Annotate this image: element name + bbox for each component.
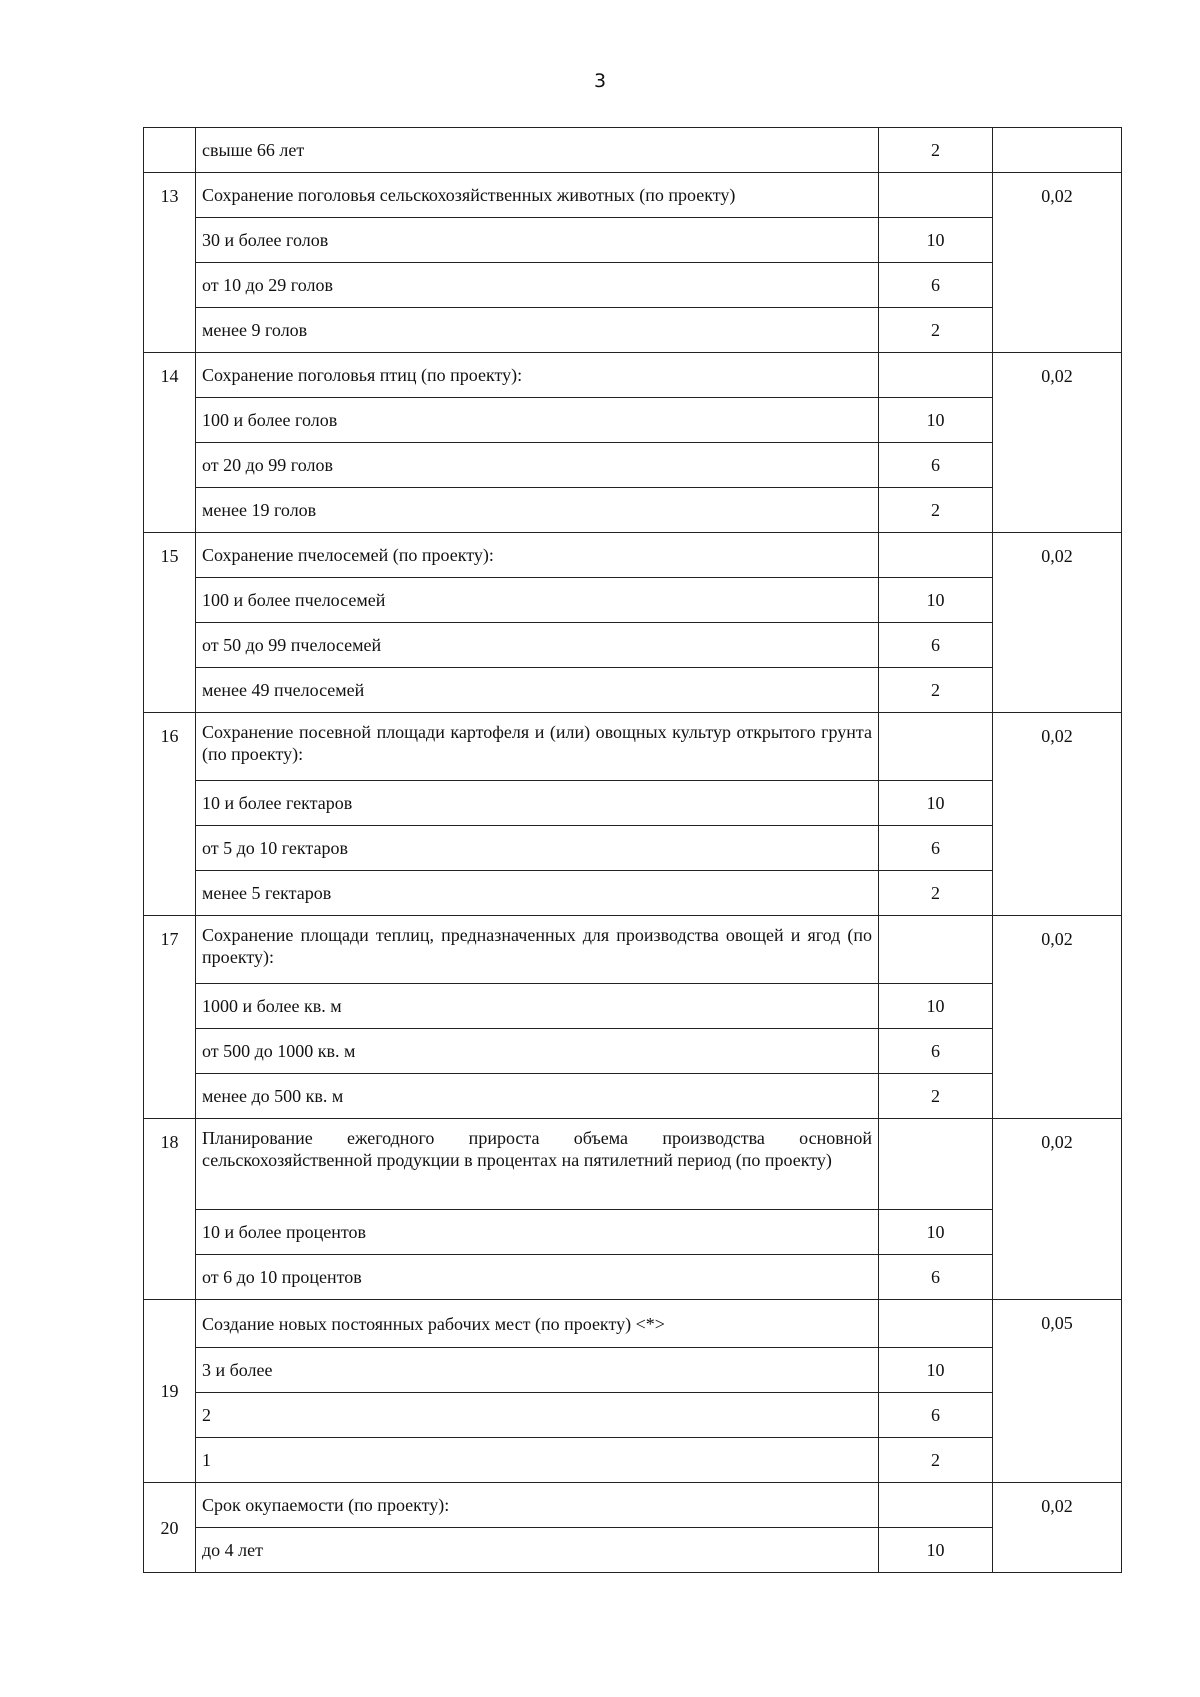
table-row: [144, 1300, 1122, 1348]
option-text: от 5 до 10 гектаров: [196, 826, 879, 871]
option-text: менее до 500 кв. м: [196, 1074, 879, 1119]
criterion-weight: 0,02: [993, 1119, 1122, 1300]
item-number: 16: [144, 713, 196, 916]
criterion-title: Планирование ежегодного прироста объема производства основной сельскохозяйственной продукции в процентах на пятилетний период (по проекту): [196, 1119, 879, 1210]
option-text: менее 19 голов: [196, 488, 879, 533]
table-row: [144, 1438, 1122, 1483]
table-row: [144, 1029, 1122, 1074]
option-text: 1: [196, 1438, 879, 1483]
option-score: 2: [879, 668, 993, 713]
option-score: 6: [879, 1393, 993, 1438]
table-row: [144, 488, 1122, 533]
option-score: 6: [879, 263, 993, 308]
option-score: 6: [879, 826, 993, 871]
table-row: [144, 713, 1122, 781]
table-row: [144, 984, 1122, 1029]
option-score: 6: [879, 1255, 993, 1300]
option-score: 10: [879, 1348, 993, 1393]
item-number: 20: [144, 1483, 196, 1573]
criterion-weight: 0,02: [993, 173, 1122, 353]
table-row: [144, 218, 1122, 263]
option-score: 2: [879, 488, 993, 533]
option-score: [879, 353, 993, 398]
option-text: 10 и более процентов: [196, 1210, 879, 1255]
criterion-weight: 0,02: [993, 1483, 1122, 1573]
table-row: [144, 1348, 1122, 1393]
page-number: 3: [593, 70, 607, 92]
table-row: [144, 871, 1122, 916]
item-number: 19: [144, 1300, 196, 1483]
option-score: 2: [879, 128, 993, 173]
table-row: [144, 398, 1122, 443]
criterion-title: Сохранение площади теплиц, предназначенных для производства овощей и ягод (по проекту):: [196, 916, 879, 984]
criteria-table: [143, 127, 1122, 1573]
criterion-title: Сохранение поголовья сельскохозяйственных животных (по проекту): [196, 173, 879, 218]
table-row: [144, 916, 1122, 984]
table-row: [144, 308, 1122, 353]
option-score: 6: [879, 623, 993, 668]
option-score: 10: [879, 218, 993, 263]
table-row: [144, 1483, 1122, 1528]
option-text: менее 49 пчелосемей: [196, 668, 879, 713]
option-score: 10: [879, 578, 993, 623]
option-score: 10: [879, 398, 993, 443]
criterion-title: Сохранение поголовья птиц (по проекту):: [196, 353, 879, 398]
option-text: менее 9 голов: [196, 308, 879, 353]
option-text: 100 и более пчелосемей: [196, 578, 879, 623]
table-row: [144, 173, 1122, 218]
option-score: 2: [879, 1074, 993, 1119]
table-row: [144, 353, 1122, 398]
item-number: 13: [144, 173, 196, 353]
option-score: [879, 713, 993, 781]
option-text: от 500 до 1000 кв. м: [196, 1029, 879, 1074]
option-text: от 10 до 29 голов: [196, 263, 879, 308]
option-score: 10: [879, 1528, 993, 1573]
option-text: 30 и более голов: [196, 218, 879, 263]
option-score: 10: [879, 984, 993, 1029]
table-row: [144, 1119, 1122, 1210]
table-row: [144, 578, 1122, 623]
option-score: [879, 533, 993, 578]
table-row: [144, 826, 1122, 871]
table-row: [144, 128, 1122, 173]
option-text: свыше 66 лет: [196, 128, 879, 173]
item-number: 17: [144, 916, 196, 1119]
criterion-title: Сохранение пчелосемей (по проекту):: [196, 533, 879, 578]
option-text: 3 и более: [196, 1348, 879, 1393]
option-text: 1000 и более кв. м: [196, 984, 879, 1029]
option-text: от 20 до 99 голов: [196, 443, 879, 488]
option-text: менее 5 гектаров: [196, 871, 879, 916]
criterion-title: Срок окупаемости (по проекту):: [196, 1483, 879, 1528]
table-row: [144, 1255, 1122, 1300]
criterion-weight: 0,02: [993, 916, 1122, 1119]
table-row: [144, 1528, 1122, 1573]
table-row: [144, 623, 1122, 668]
option-text: от 6 до 10 процентов: [196, 1255, 879, 1300]
option-score: 2: [879, 308, 993, 353]
item-number: 18: [144, 1119, 196, 1300]
option-score: 2: [879, 871, 993, 916]
criterion-weight: 0,02: [993, 713, 1122, 916]
option-score: 10: [879, 781, 993, 826]
table-row: [144, 781, 1122, 826]
option-score: 10: [879, 1210, 993, 1255]
criterion-weight: 0,02: [993, 533, 1122, 713]
option-text: 2: [196, 1393, 879, 1438]
option-score: 6: [879, 1029, 993, 1074]
option-text: до 4 лет: [196, 1528, 879, 1573]
criterion-title: Сохранение посевной площади картофеля и (или) овощных культур открытого грунта (по проекту):: [196, 713, 879, 781]
option-score: 6: [879, 443, 993, 488]
option-text: 10 и более гектаров: [196, 781, 879, 826]
table-row: [144, 533, 1122, 578]
item-number-cell: [144, 128, 196, 173]
weight-cell: [993, 128, 1122, 173]
criterion-title: Создание новых постоянных рабочих мест (по проекту) <*>: [196, 1300, 879, 1348]
option-score: [879, 1483, 993, 1528]
option-score: [879, 173, 993, 218]
item-number: 14: [144, 353, 196, 533]
table-row: [144, 443, 1122, 488]
criterion-weight: 0,05: [993, 1300, 1122, 1483]
option-score: [879, 1119, 993, 1210]
option-text: от 50 до 99 пчелосемей: [196, 623, 879, 668]
table-row: [144, 263, 1122, 308]
table-row: [144, 668, 1122, 713]
table-row: [144, 1074, 1122, 1119]
table-row: [144, 1393, 1122, 1438]
option-text: 100 и более голов: [196, 398, 879, 443]
option-score: [879, 1300, 993, 1348]
option-score: 2: [879, 1438, 993, 1483]
table-row: [144, 1210, 1122, 1255]
option-score: [879, 916, 993, 984]
criterion-weight: 0,02: [993, 353, 1122, 533]
item-number: 15: [144, 533, 196, 713]
